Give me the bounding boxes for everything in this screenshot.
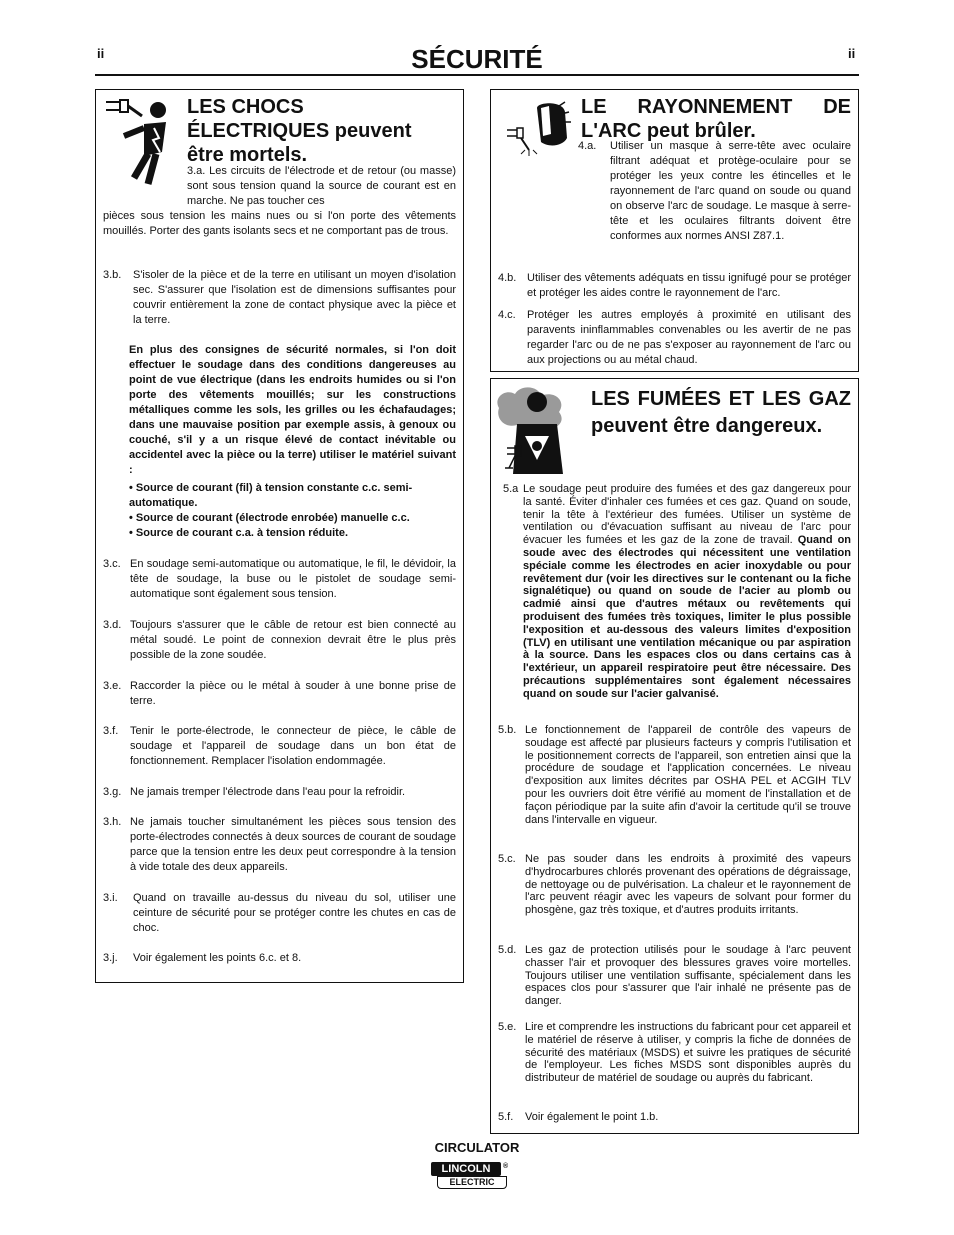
logo-top-text: LINCOLN	[431, 1162, 501, 1176]
logo-registered-mark: ®	[503, 1163, 509, 1170]
item-text: Ne jamais toucher simultanément les pièces sous tension des porte-électrodes connectés à deux sources de courant de soudage parce que la tension entre les deux peut correspondre à la tension à vide totale des deux appareils.	[130, 816, 456, 873]
electric-shock-heading: LES CHOCS ÉLECTRIQUES peuvent être mortels.	[187, 96, 412, 166]
page-number-right: ii	[848, 46, 856, 61]
paragraph-3a-intro: 3.a. Les circuits de l'électrode et de retour (ou masse) sont sous tension quand la source de courant est en marche. Ne pas toucher ces	[187, 165, 456, 207]
fumes-gases-section	[490, 378, 859, 1134]
page-number-left: ii	[97, 46, 105, 61]
equipment-bullet: • Source de courant (fil) à tension constante c.c. semi-automatique.	[129, 482, 413, 509]
item-text: Utiliser des vêtements adéquats en tissu ignifugé pour se protéger et protéger les aides contre le rayonnement de l'arc.	[527, 272, 851, 299]
item-text: Quand on travaille au-dessus du niveau du sol, utiliser une ceinture de sécurité pour se protéger contre les chutes en cas de choc.	[133, 892, 456, 934]
item-label: 5.d.	[498, 944, 517, 956]
item-text-bold: Quand on soude avec des électrodes qui nécessitent une ventilation spéciale comme les électrodes en acier inoxydable ou pour revêtement dur (voir les directives sur le contenant ou la fiche signalétique) ou quand on soude de l'acier au plomb ou cadmié ainsi que d'autres métaux ou revêtements qui produisent des fumées très toxiques, limiter le plus possible l'exposition et au-dessous des valeurs limites d'exposition (TLV) en utilisant une ventilation mécanique ou par aspiration à la source. Dans les espaces clos ou dans certains cas à l'extérieur, un appareil respiratoire peut être nécessaire. Des précautions supplémentaires sont également nécessaires quand on soude sur l'acier galvanisé.	[523, 534, 852, 700]
item-text: Utiliser un masque à serre-tête avec oculaire filtrant adéquat et protège-oculaire pour se protéger les yeux contre les étincelles et le rayonnement de l'arc quand on soude ou quand on observe l'arc de soudage. Le masque à serre-tête et les oculaires filtrants doivent être conformes aux normes ANSI Z87.1.	[610, 140, 851, 242]
item-text: Ne jamais tremper l'électrode dans l'eau pour la refroidir.	[130, 786, 406, 798]
title-rule	[95, 74, 859, 76]
item-label: 3.h.	[103, 816, 122, 828]
item-label: 3.b.	[103, 269, 122, 281]
hazard-conditions-block: En plus des consignes de sécurité normales, si l'on doit effectuer le soudage dans des conditions dangereuses au point de vue électrique (dans les endroits humides ou si l'on porte des vêtements mouillés; sur les constructions métalliques comme les sols, les grilles ou les échafaudages; dans une mauvaise position par exemple assis, à genoux ou couché, s'il y a un risque élevé de contact inévitable ou accidentel avec la pièce ou la terre) utiliser le matériel suivant :	[129, 344, 456, 476]
item-text: Toujours s'assurer que le câble de retour est bien connecté au métal soudé. Le point de connexion devrait être le plus près possible de la zone soudée.	[130, 619, 456, 661]
page-title: SÉCURITÉ	[411, 44, 543, 74]
item-text: Le soudage peut produire des fumées et des gaz dangereux pour la santé. Éviter d'inhaler ces fumées et ces gaz. Quand on soude, tenir la tête à l'extérieur des fumées. Utiliser un système de ventilation ou d'évacuation suffisant au niveau de l'arc pour évacuer les fumées et les gaz de la zone de travail.	[523, 483, 851, 547]
item-label: 3.e.	[103, 680, 122, 692]
item-label: 5.e.	[498, 1021, 517, 1033]
lincoln-electric-logo	[431, 1162, 509, 1190]
item-label: 3.f.	[103, 725, 119, 737]
equipment-bullet: • Source de courant c.a. à tension réduite.	[129, 527, 349, 539]
item-label: 5.f.	[498, 1111, 514, 1123]
item-text: Tenir le porte-électrode, le connecteur de pièce, le câble de soudage et l'appareil de soudage dans un bon état de fonctionnement. Remplacer l'isolation endommagée.	[130, 725, 456, 767]
item-text: Ne pas souder dans les endroits à proximité des vapeurs d'hydrocarbures chlorés provenant des opérations de dégraissage, de nettoyage ou de pulvérisation. La chaleur et le rayonnement de l'arc peuvent réagir avec les vapeurs de solvant pour former du phosgène, gaz très toxique, et d'autres produits irritants.	[525, 853, 851, 917]
paragraph-3a-rest: pièces sous tension les mains nues ou si l'on porte des vêtements mouillés. Porter des gants isolants secs et ne comportant pas de trous.	[103, 210, 456, 237]
item-label: 5.b.	[498, 724, 517, 736]
fumes-gases-heading: LES FUMÉES ET LES GAZ peuvent être dangereux.	[591, 388, 851, 437]
logo-bottom-text: ELECTRIC	[437, 1176, 507, 1189]
item-label: 5.c.	[498, 853, 516, 865]
item-text: En soudage semi-automatique ou automatique, le fil, le dévidoir, la tête de soudage, la buse ou le pistolet de soudage semi-automatique sont également sous tension.	[130, 558, 456, 600]
item-5a-body	[523, 483, 851, 701]
fumes-head-icon	[495, 384, 579, 476]
item-label: 4.b.	[498, 272, 517, 284]
welding-helmet-icon	[503, 98, 573, 158]
equipment-bullet: • Source de courant (électrode enrobée) manuelle c.c.	[129, 512, 410, 524]
arc-rays-section	[490, 89, 859, 372]
item-text: Les gaz de protection utilisés pour le soudage à l'arc peuvent chasser l'air et provoquer des blessures graves voire mortelles. Toujours utiliser une ventilation suffisante, spécialement dans les espaces clos pour s'assurer que l'air inhalé ne présente pas de danger.	[525, 944, 851, 1008]
electric-shock-icon	[104, 96, 182, 186]
item-text: Protéger les autres employés à proximité en utilisant des paravents ininflammables convenables ou les avertir de ne pas regarder l'arc ou de ne pas s'exposer au rayonnement de l'arc ou aux projections ou au métal chaud.	[527, 309, 851, 366]
item-text: Voir également le point 1.b.	[525, 1111, 659, 1123]
item-label: 4.c.	[498, 309, 516, 321]
item-label: 3.g.	[103, 786, 122, 798]
item-text: S'isoler de la pièce et de la terre en utilisant un moyen d'isolation sec. S'assurer que l'isolation est de dimensions suffisantes pour couvrir entièrement la zone de contact physique avec la pièce et la terre.	[133, 269, 456, 326]
item-text: Voir également les points 6.c. et 8.	[133, 952, 302, 964]
item-label: 3.i.	[103, 892, 118, 904]
item-label: 3.d.	[103, 619, 122, 631]
product-name: CIRCULATOR	[434, 1140, 520, 1155]
item-label: 3.j.	[103, 952, 118, 964]
item-label: 4.a.	[578, 140, 597, 152]
item-text: Raccorder la pièce ou le métal à souder à une bonne prise de terre.	[130, 680, 456, 707]
electric-shock-section	[95, 89, 464, 983]
item-label: 5.a	[503, 483, 519, 495]
item-text: Le fonctionnement de l'appareil de contrôle des vapeurs de soudage est affecté par plusieurs facteurs y compris l'utilisation et le positionnement corrects de l'appareil, son entretien ainsi que la procédure de soudage et l'application concernées. Le niveau d'exposition aux limites décrites par OSHA PEL et ACGIH TLV pour les ouvriers doit être vérifié au moment de l'installation et de façon périodique par la suite afin d'avoir la certitude qu'il se trouve dans l'intervalle en vigueur.	[525, 724, 851, 826]
arc-rays-heading: LE RAYONNEMENT DE L'ARC peut brûler.	[581, 96, 851, 142]
item-text: Lire et comprendre les instructions du fabricant pour cet appareil et le matériel de réserve à utiliser, y compris la fiche de données de sécurité des matériaux (MSDS) et suivre les pratiques de sécurité de l'employeur. Les fiches MSDS sont disponibles auprès du distributeur de matériel de soudage ou auprès du fabricant.	[525, 1021, 851, 1085]
item-label: 3.c.	[103, 558, 121, 570]
